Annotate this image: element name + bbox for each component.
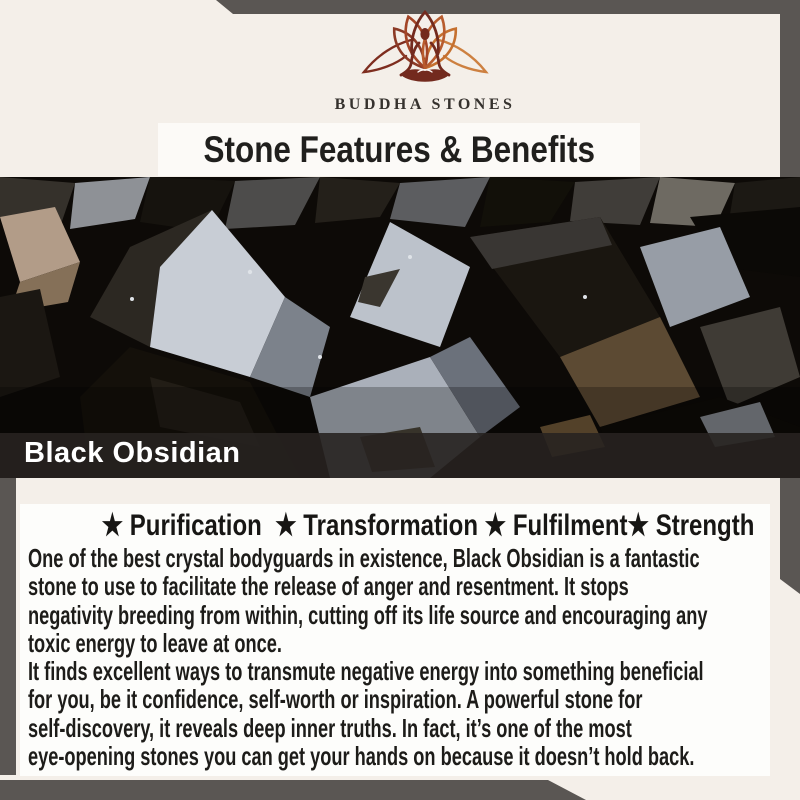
feature-keywords-line <box>20 508 770 543</box>
section-banner <box>158 123 640 176</box>
paragraph1-line1: One of the best crystal bodyguards in existence, Black Obsidian is a fantastic <box>28 543 700 573</box>
bottom-frame-bar <box>0 780 586 800</box>
paragraph1-line4: toxic energy to leave at once. <box>28 627 282 658</box>
banner-title: Stone Features & Benefits <box>203 128 595 170</box>
left-frame-bar <box>0 478 16 775</box>
paragraph1-line2: stone to use to facilitate the release of anger and resentment. It stops <box>28 571 629 602</box>
paragraph2-line4: eye-opening stones you can get your hands on because it doesn’t hold back. <box>28 741 695 772</box>
paragraph1-line3: negativity breeding from within, cutting off its life source and encouraging any <box>28 599 708 630</box>
description-text <box>28 544 770 770</box>
feature-keywords-text: ★ Purification ★ Transformation ★ Fulfilment★ Strength <box>101 509 755 542</box>
paragraph2-line2: for you, be it confidence, self-worth or inspiration. A powerful stone for <box>28 684 643 715</box>
paragraph2-line3: self-discovery, it reveals deep inner truths. In fact, it’s one of the most <box>28 712 632 743</box>
lotus-meditation-logo-icon <box>340 10 510 98</box>
obsidian-photo <box>0 177 800 478</box>
photo-caption: Black Obsidian <box>24 437 241 469</box>
description-panel <box>20 504 770 776</box>
paragraph2-line1: It finds excellent ways to transmute negative energy into something beneficial <box>28 656 704 687</box>
brand-name: BUDDHA STONES <box>334 96 516 113</box>
